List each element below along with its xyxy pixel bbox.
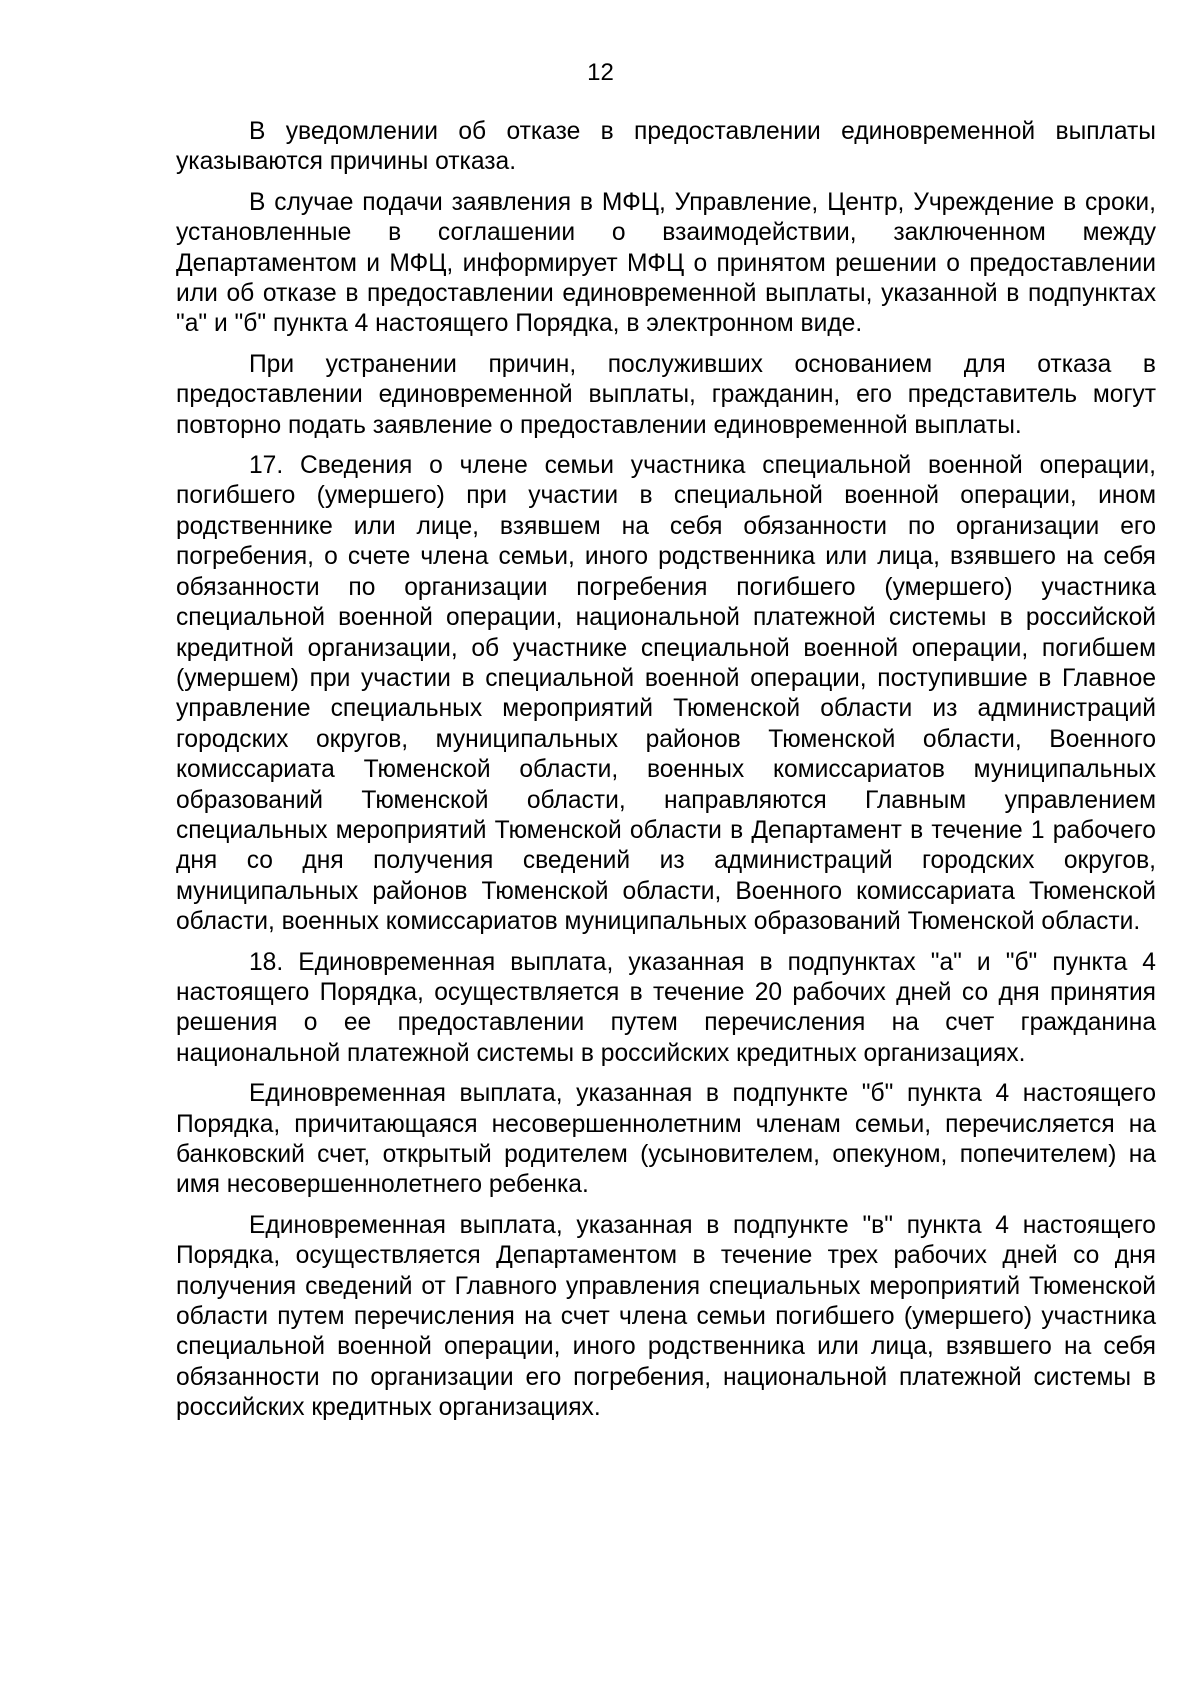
document-body	[176, 117, 1156, 1434]
paragraph-reapplication: При устранении причин, послуживших основанием для отказа в предоставлении единовременной выплаты, гражданин, его представитель могут повторно подать заявление о предоставлении единовременной выплаты.	[176, 350, 1156, 439]
paragraph-minors-payment: Единовременная выплата, указанная в подпункте "б" пункта 4 настоящего Порядка, причитающаяся несовершеннолетним членам семьи, перечисляется на банковский счет, открытый родителем (усыновителем, опекуном, попечителем) на имя несовершеннолетнего ребенка.	[176, 1080, 1156, 1199]
page-number: 12	[587, 59, 614, 86]
paragraph-item-17: 17. Сведения о члене семьи участника специальной военной операции, погибшего (умершего) при участии в специальной военной операции, ином родственнике или лице, взявшем на себя обязанности по организации его погребения, о счете члена семьи, иного родственника или лица, взявшего на себя обязанности по организации погребения погибшего (умершего) участника специальной военной операции, национальной платежной системы в российской кредитной организации, об участнике специальной военной операции, погибшем (умершем) при участии в специальной военной операции, поступившие в Главное управление специальных мероприятий Тюменской области из администраций городских округов, муниципальных районов Тюменской области, Военного комиссариата Тюменской области, военных комиссариатов муниципальных образований Тюменской области, направляются Главным управлением специальных мероприятий Тюменской области в Департамент в течение 1 рабочего дня со дня получения сведений из администраций городских округов, муниципальных районов Тюменской области, Военного комиссариата Тюменской области, военных комиссариатов муниципальных образований Тюменской области.	[176, 452, 1156, 936]
paragraph-item-18: 18. Единовременная выплата, указанная в подпунктах "а" и "б" пункта 4 настоящего Порядка, осуществляется в течение 20 рабочих дней со дня принятия решения о ее предоставлении путем перечисления на счет гражданина национальной платежной системы в российских кредитных организациях.	[176, 948, 1156, 1067]
paragraph-department-payment: Единовременная выплата, указанная в подпункте "в" пункта 4 настоящего Порядка, осуществляется Департаментом в течение трех рабочих дней со дня получения сведений от Главного управления специальных мероприятий Тюменской области путем перечисления на счет члена семьи погибшего (умершего) участника специальной военной операции, иного родственника или лица, взявшего на себя обязанности по организации его погребения, национальной платежной системы в российских кредитных организациях.	[176, 1211, 1156, 1422]
paragraph-refusal-reasons: В уведомлении об отказе в предоставлении единовременной выплаты указываются причины отказа.	[176, 118, 1156, 176]
paragraph-mfc-notification: В случае подачи заявления в МФЦ, Управление, Центр, Учреждение в сроки, установленные в соглашении о взаимодействии, заключенном между Департаментом и МФЦ, информирует МФЦ о принятом решении о предоставлении или об отказе в предоставлении единовременной выплаты, указанной в подпунктах "а" и "б" пункта 4 настоящего Порядка, в электронном виде.	[176, 188, 1156, 338]
